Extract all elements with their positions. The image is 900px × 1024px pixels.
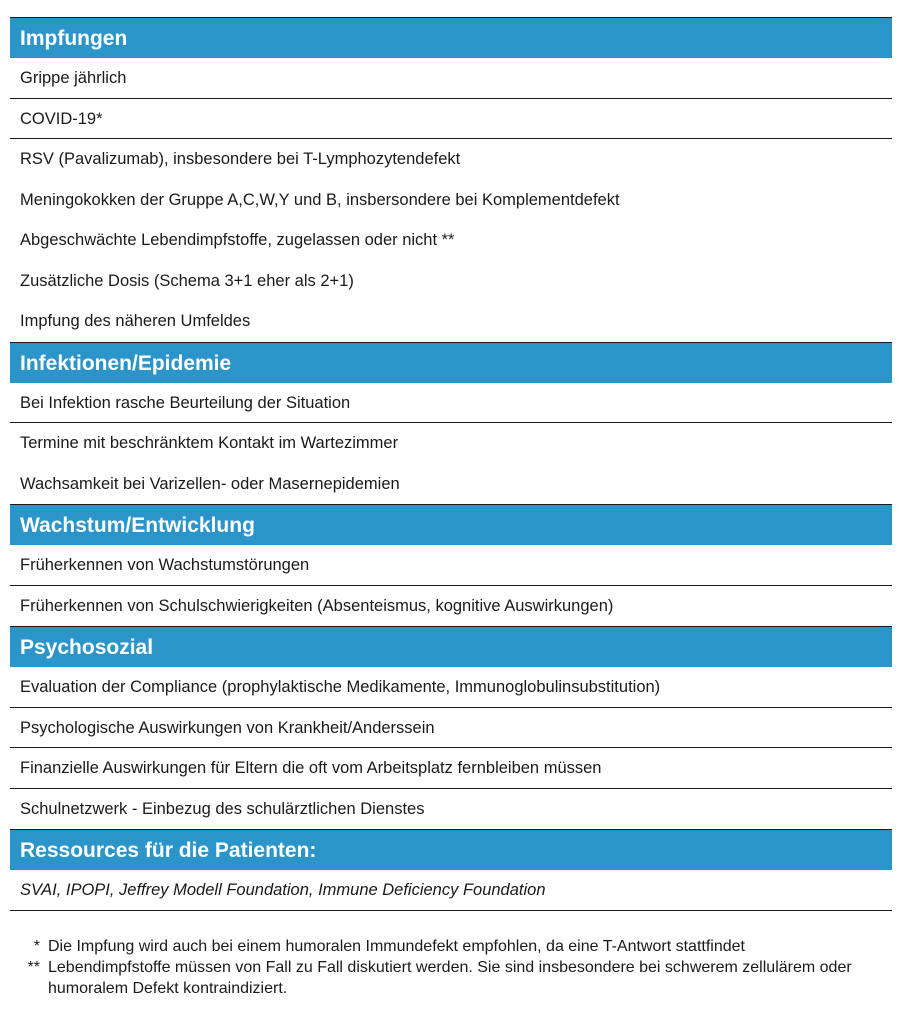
table-row: COVID-19* (10, 99, 892, 140)
recommendations-table (10, 17, 892, 911)
section-header: Infektionen/Epidemie (10, 342, 892, 383)
section-header: Ressources für die Patienten: (10, 829, 892, 870)
table-row: Abgeschwächte Lebendimpfstoffe, zugelassen oder nicht ** (20, 231, 455, 249)
section-header: Psychosozial (10, 626, 892, 667)
table-row: Grippe jährlich (10, 58, 892, 99)
section-header: Impfungen (10, 17, 892, 58)
table-row: Bei Infektion rasche Beurteilung der Situation (10, 383, 892, 424)
footnote-mark: ** (27, 959, 40, 976)
table-row: Evaluation der Compliance (prophylaktische Medikamente, Immunoglobulinsubstitution) (10, 667, 892, 708)
section-header: Wachstum/Entwicklung (10, 504, 892, 545)
table-row: Meningokokken der Gruppe A,C,W,Y und B, insbersondere bei Komplementdefekt (20, 190, 620, 209)
footnote-mark: * (33, 938, 40, 955)
table-row: Zusätzliche Dosis (Schema 3+1 eher als 2+1) (20, 271, 354, 290)
table-row: Früherkennen von Schulschwierigkeiten (Absenteismus, kognitive Auswirkungen) (20, 596, 614, 615)
footnote-text: Die Impfung wird auch bei einem humoralen Immundefekt empfohlen, da eine T-Antwort stattfindet (48, 938, 745, 955)
footnote-text: Lebendimpfstoffe müssen von Fall zu Fall diskutiert werden. Sie sind insbesondere bei schwerem zellulärem oder humoralem Defekt kontraindiziert. (48, 959, 852, 997)
table-row: Wachsamkeit bei Varizellen- oder Masernepidemien (20, 474, 400, 493)
footnote (12, 936, 892, 957)
table-row: Psychologische Auswirkungen von Krankheit/Anderssein (10, 708, 892, 749)
table-row: SVAI, IPOPI, Jeffrey Modell Foundation, Immune Deficiency Foundation (10, 870, 892, 911)
footnote (12, 957, 892, 999)
table-row: RSV (Pavalizumab), insbesondere bei T-Lymphozytendefekt (20, 150, 461, 168)
table-row: Schulnetzwerk - Einbezug des schulärztlichen Dienstes (20, 799, 425, 818)
table-row: Finanzielle Auswirkungen für Eltern die oft vom Arbeitsplatz fernbleiben müssen (10, 748, 892, 789)
table-row: Früherkennen von Wachstumstörungen (10, 545, 892, 586)
footnotes (12, 936, 892, 999)
table-row: Termine mit beschränktem Kontakt im Wartezimmer (20, 434, 399, 452)
table-row: Impfung des näheren Umfeldes (20, 312, 251, 330)
